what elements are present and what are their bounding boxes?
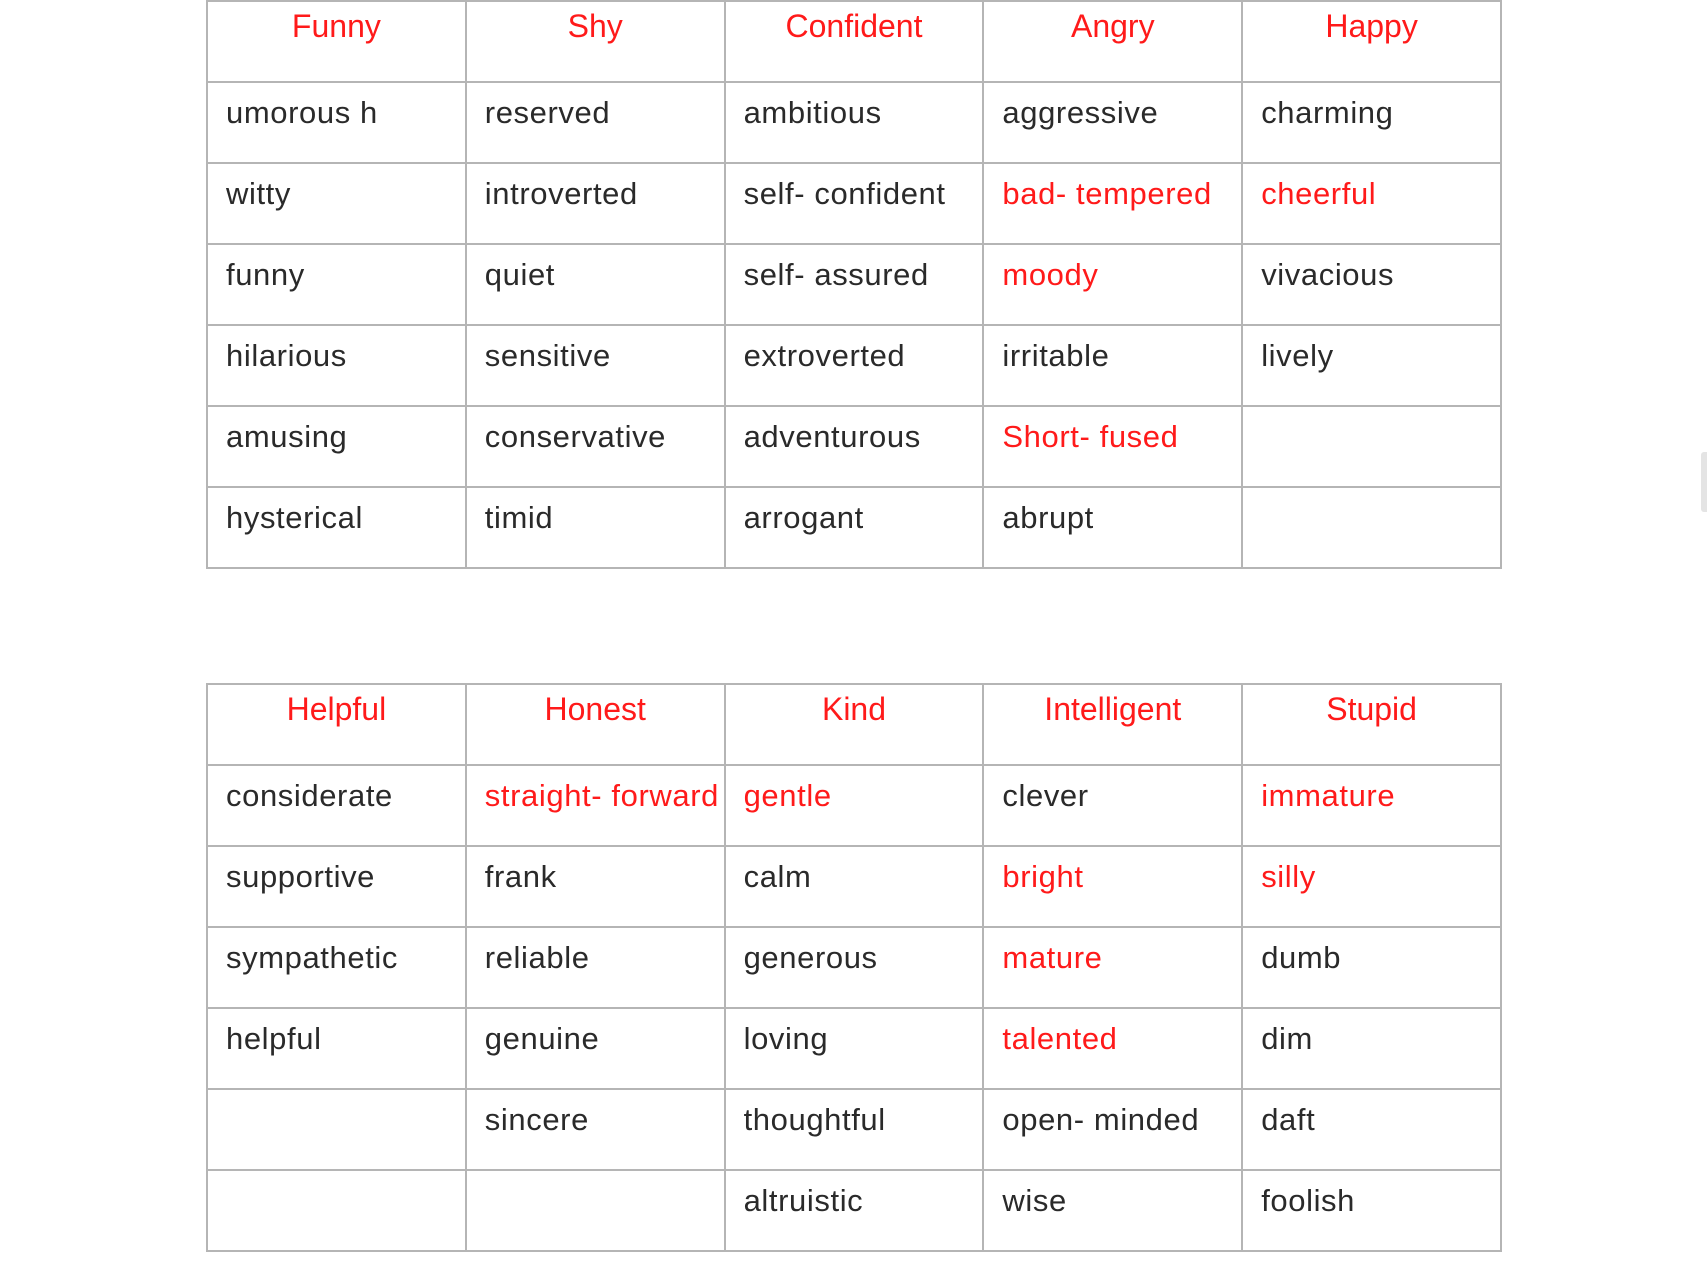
table-cell: ambitious (725, 82, 984, 163)
table-row (207, 82, 1501, 163)
table-cell: aggressive (983, 82, 1242, 163)
table-cell: Short- fused (983, 406, 1242, 487)
column-heading-stupid: Stupid (1242, 684, 1501, 765)
column-heading-angry: Angry (983, 1, 1242, 82)
table-row (207, 1170, 1501, 1251)
table-cell: bright (983, 846, 1242, 927)
table-cell (1242, 487, 1501, 568)
table-cell: arrogant (725, 487, 984, 568)
table-cell: abrupt (983, 487, 1242, 568)
table-cell: moody (983, 244, 1242, 325)
scrollbar-edge[interactable] (1701, 452, 1707, 512)
table-cell: reliable (466, 927, 725, 1008)
table-cell: hysterical (207, 487, 466, 568)
column-heading-kind: Kind (725, 684, 984, 765)
table-cell: immature (1242, 765, 1501, 846)
column-heading-intelligent: Intelligent (983, 684, 1242, 765)
header-row (207, 1, 1501, 82)
table-cell: mature (983, 927, 1242, 1008)
table-cell: open- minded (983, 1089, 1242, 1170)
table-cell: introverted (466, 163, 725, 244)
table-row (207, 1089, 1501, 1170)
table-cell: self- assured (725, 244, 984, 325)
table-cell: clever (983, 765, 1242, 846)
table-cell: charming (1242, 82, 1501, 163)
personality-vocab-table-1 (206, 0, 1502, 569)
table-cell: talented (983, 1008, 1242, 1089)
table-cell: genuine (466, 1008, 725, 1089)
table-cell: gentle (725, 765, 984, 846)
table-cell: bad- tempered (983, 163, 1242, 244)
table-cell: sensitive (466, 325, 725, 406)
column-heading-happy: Happy (1242, 1, 1501, 82)
column-heading-helpful: Helpful (207, 684, 466, 765)
table-cell: calm (725, 846, 984, 927)
table-cell: helpful (207, 1008, 466, 1089)
table-row (207, 244, 1501, 325)
table-row (207, 325, 1501, 406)
table-cell: extroverted (725, 325, 984, 406)
table-body (207, 82, 1501, 568)
table-cell (1242, 406, 1501, 487)
table-cell: cheerful (1242, 163, 1501, 244)
table-cell: straight- forward (466, 765, 725, 846)
table-cell: frank (466, 846, 725, 927)
table-cell (207, 1089, 466, 1170)
column-heading-funny: Funny (207, 1, 466, 82)
table-cell: supportive (207, 846, 466, 927)
table-cell: irritable (983, 325, 1242, 406)
table-row (207, 927, 1501, 1008)
table-cell: wise (983, 1170, 1242, 1251)
table-cell: conservative (466, 406, 725, 487)
table-cell: timid (466, 487, 725, 568)
column-heading-confident: Confident (725, 1, 984, 82)
table-cell: reserved (466, 82, 725, 163)
table-row (207, 765, 1501, 846)
table-cell: witty (207, 163, 466, 244)
table-cell: adventurous (725, 406, 984, 487)
table-cell: sincere (466, 1089, 725, 1170)
table-cell: funny (207, 244, 466, 325)
table-cell: considerate (207, 765, 466, 846)
table-cell: thoughtful (725, 1089, 984, 1170)
table-cell: hilarious (207, 325, 466, 406)
table-cell: umorous h (207, 82, 466, 163)
table-cell: amusing (207, 406, 466, 487)
table-cell (207, 1170, 466, 1251)
table-cell: quiet (466, 244, 725, 325)
table-cell: altruistic (725, 1170, 984, 1251)
table-cell: generous (725, 927, 984, 1008)
table-cell: vivacious (1242, 244, 1501, 325)
table-row (207, 406, 1501, 487)
table-body (207, 765, 1501, 1251)
column-heading-shy: Shy (466, 1, 725, 82)
table-cell: silly (1242, 846, 1501, 927)
table-cell: lively (1242, 325, 1501, 406)
table-row (207, 1008, 1501, 1089)
table-row (207, 163, 1501, 244)
column-heading-honest: Honest (466, 684, 725, 765)
table-cell: foolish (1242, 1170, 1501, 1251)
table-cell: self- confident (725, 163, 984, 244)
table-row (207, 487, 1501, 568)
table-cell (466, 1170, 725, 1251)
table-cell: sympathetic (207, 927, 466, 1008)
header-row (207, 684, 1501, 765)
table-cell: dim (1242, 1008, 1501, 1089)
table-cell: dumb (1242, 927, 1501, 1008)
table-row (207, 846, 1501, 927)
table-cell: daft (1242, 1089, 1501, 1170)
personality-vocab-table-2 (206, 683, 1502, 1252)
table-cell: loving (725, 1008, 984, 1089)
